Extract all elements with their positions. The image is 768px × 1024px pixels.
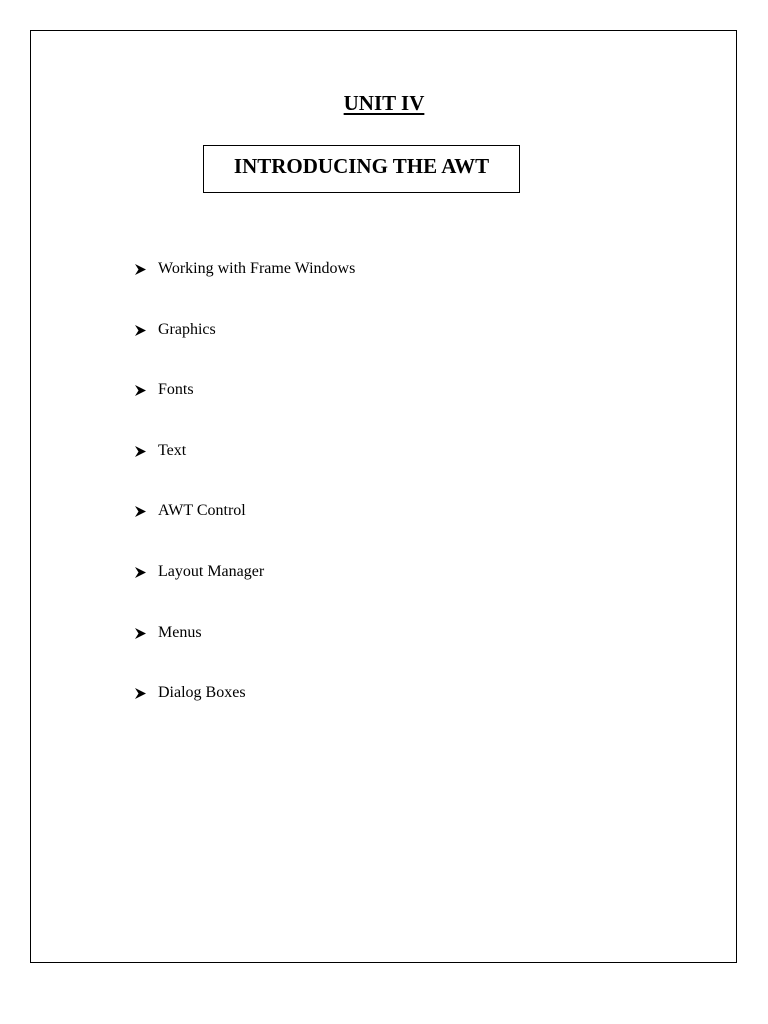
topic-label: Menus xyxy=(158,623,202,641)
list-item xyxy=(133,257,355,318)
topic-list xyxy=(133,257,355,742)
unit-heading: UNIT IV xyxy=(343,91,425,115)
arrowhead-bullet-icon xyxy=(133,499,145,523)
list-item xyxy=(133,378,355,439)
arrowhead-bullet-icon xyxy=(133,621,145,645)
list-item xyxy=(133,560,355,621)
title-box xyxy=(203,145,520,193)
list-item xyxy=(133,318,355,379)
topic-label: Text xyxy=(158,441,187,459)
topic-label: Layout Manager xyxy=(158,562,265,580)
topic-label: Dialog Boxes xyxy=(158,684,246,702)
list-item xyxy=(133,621,355,682)
arrowhead-bullet-icon xyxy=(133,560,145,584)
arrowhead-bullet-icon xyxy=(133,681,145,705)
topic-label: AWT Control xyxy=(158,502,246,520)
topic-label: Working with Frame Windows xyxy=(158,260,356,277)
arrowhead-bullet-icon xyxy=(133,257,145,281)
topic-label: Fonts xyxy=(158,381,194,399)
list-item xyxy=(133,439,355,500)
arrowhead-bullet-icon xyxy=(133,378,145,402)
page-title: INTRODUCING THE AWT xyxy=(233,154,490,178)
arrowhead-bullet-icon xyxy=(133,318,145,342)
topic-label: Graphics xyxy=(158,320,216,338)
list-item xyxy=(133,499,355,560)
list-item xyxy=(133,681,355,742)
arrowhead-bullet-icon xyxy=(133,439,145,463)
